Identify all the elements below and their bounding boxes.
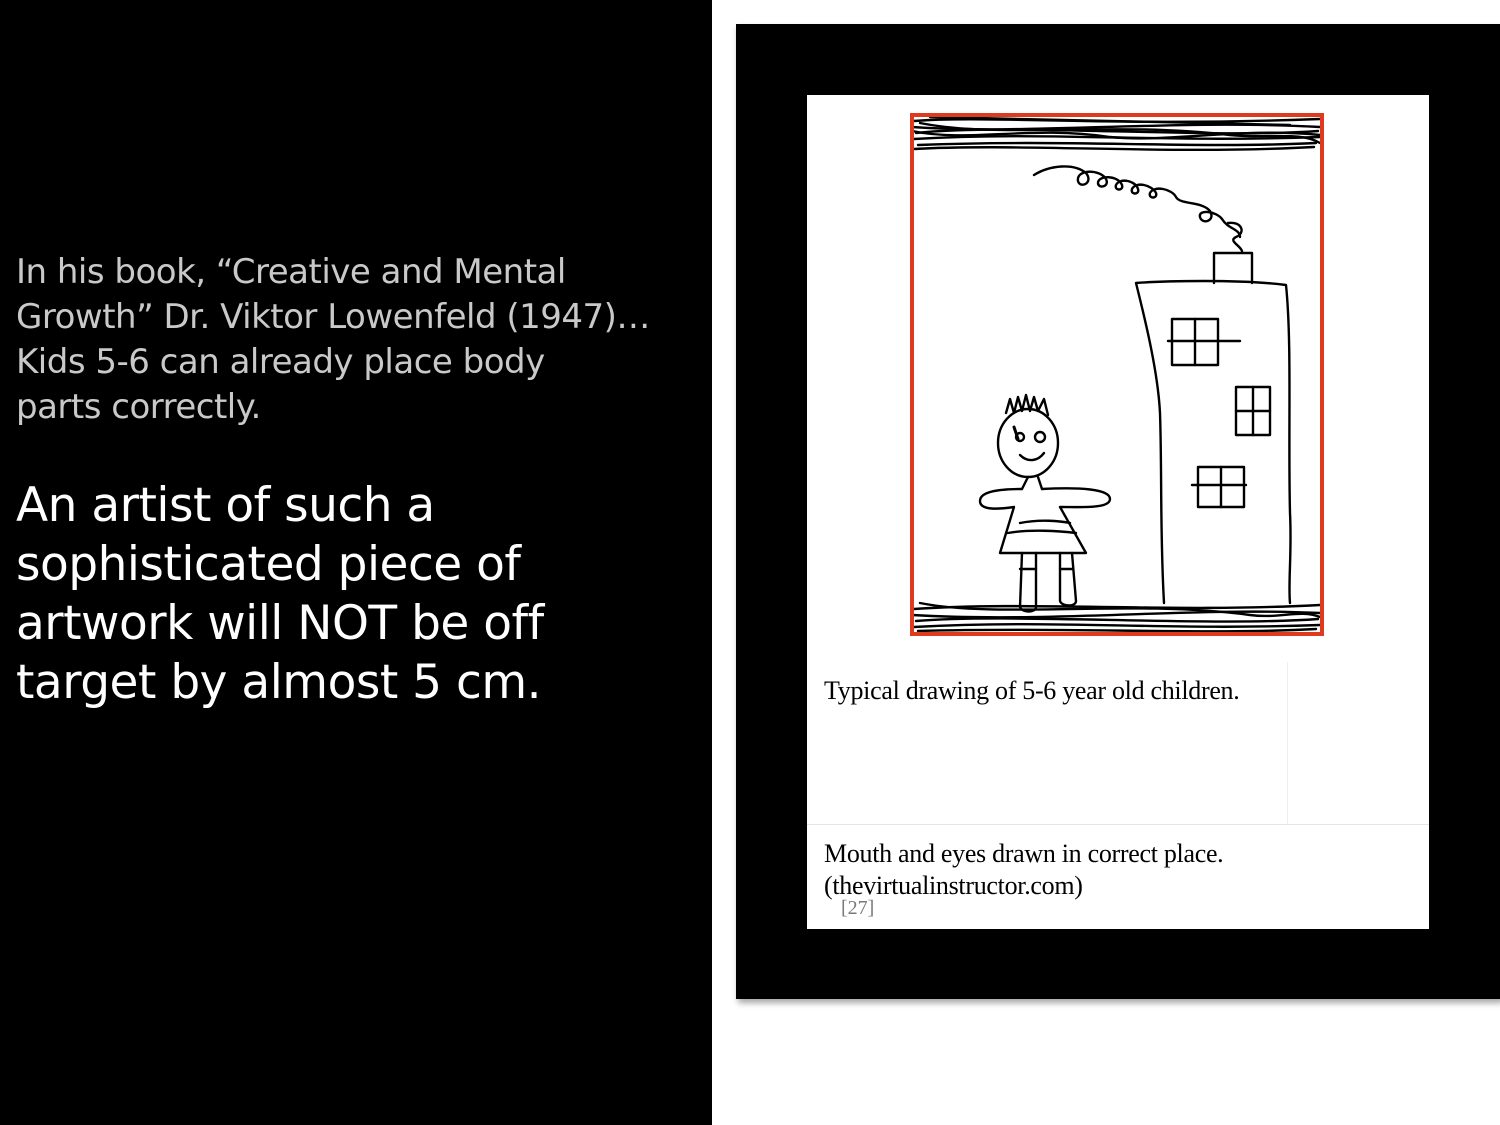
- caption-bottom-line-1: Mouth and eyes drawn in correct place.: [824, 839, 1224, 868]
- sky-scribble: [912, 117, 1320, 150]
- caption-top: Typical drawing of 5-6 year old children.: [824, 676, 1240, 705]
- intro-line-3: Kids 5-6 can already place body: [16, 342, 545, 382]
- highlight-box: [912, 115, 1322, 634]
- claim-line-2: sophisticated piece of: [16, 537, 521, 592]
- intro-line-4: parts correctly.: [16, 387, 261, 427]
- citation-ref: [27]: [841, 897, 875, 919]
- child-figure: [980, 395, 1110, 612]
- intro-paragraph: [16, 250, 706, 430]
- windows: [1168, 319, 1270, 507]
- left-panel: [0, 0, 712, 1125]
- claim-line-4: target by almost 5 cm.: [16, 655, 542, 710]
- smoke: [1034, 166, 1240, 237]
- caption-bottom: [824, 838, 1414, 902]
- chimney: [1214, 253, 1252, 283]
- intro-line-2: Growth” Dr. Viktor Lowenfeld (1947)…: [16, 297, 650, 337]
- caption-divider-horizontal: [807, 824, 1429, 825]
- ground-scribble: [912, 603, 1320, 631]
- building: [1136, 281, 1291, 603]
- intro-line-1: In his book, “Creative and Mental: [16, 252, 566, 292]
- child-drawing: [910, 113, 1324, 636]
- claim-line-3: artwork will NOT be off: [16, 596, 544, 651]
- caption-bottom-line-2: (thevirtualinstructor.com): [824, 871, 1083, 900]
- caption-divider-vertical: [1287, 662, 1288, 824]
- claim-paragraph: [16, 476, 706, 712]
- claim-line-1: An artist of such a: [16, 478, 435, 533]
